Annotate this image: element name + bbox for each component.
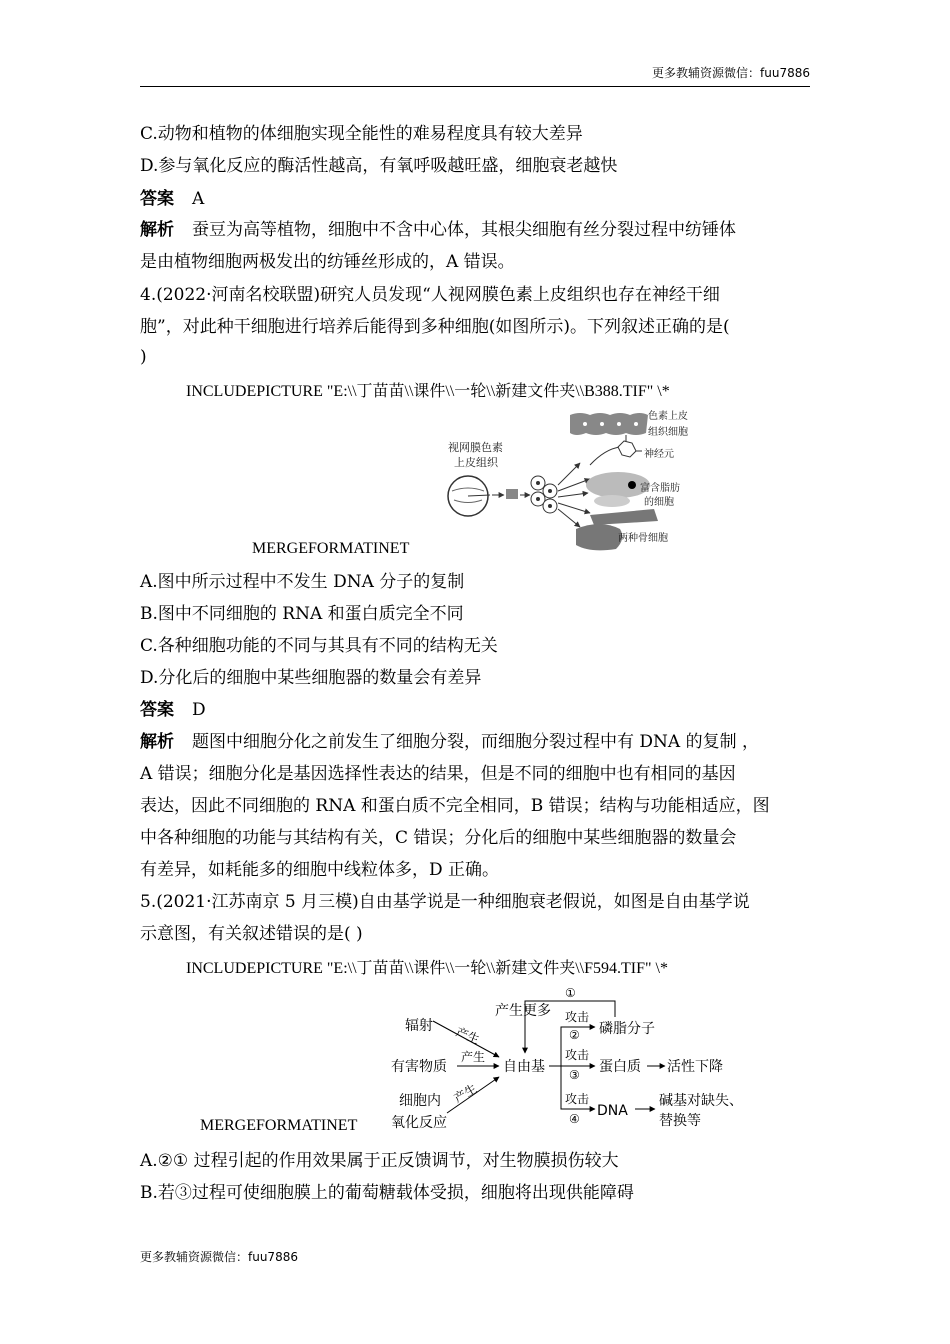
q4-option-d: D.分化后的细胞中某些细胞器的数量会有差异 [140, 668, 482, 688]
answer-label: 答案 [140, 700, 174, 720]
free-radical-theory-figure [385, 985, 765, 1135]
q4-analysis-5: 有差异，如耗能多的细胞中线粒体多，D 正确。 [140, 860, 500, 880]
q4-stem-2: 胞”，对此种干细胞进行培养后能得到多种细胞(如图所示)。下列叙述正确的是( [140, 317, 730, 337]
header-text: 更多教辅资源微信：fuu7886 [652, 66, 810, 80]
q4-option-b: B.图中不同细胞的 RNA 和蛋白质完全不同 [140, 604, 464, 624]
fig-label-neuron: 神经元 [644, 449, 674, 460]
analysis-text: 题图中细胞分化之前发生了细胞分裂，而细胞分裂过程中有 DNA 的复制 ， [192, 732, 759, 752]
tissue-block-icon [506, 489, 518, 499]
q4-option-c: C.各种细胞功能的不同与其具有不同的结构无关 [140, 636, 498, 656]
q4-answer [140, 699, 206, 721]
stem-cell-differentiation-figure [440, 405, 710, 555]
fig-phospholipid: 磷脂分子 [599, 1021, 655, 1037]
fig-n4: ④ [569, 1112, 580, 1126]
fig-base-1: 碱基对缺失、 [659, 1093, 743, 1109]
fig-dna: DNA [597, 1103, 628, 1119]
q3-analysis-1 [140, 219, 736, 241]
fig-produce-more: 产生更多 [495, 1003, 551, 1019]
q3-analysis-2: 是由植物细胞两极发出的纺锤丝形成的，A 错误。 [140, 252, 515, 272]
q3-option-d: D.参与氧化反应的酶活性越高，有氧呼吸越旺盛，细胞衰老越快 [140, 156, 618, 176]
answer-label: 答案 [140, 189, 174, 209]
muscle-fiber-icon [590, 509, 658, 525]
q4-analysis-3: 表达，因此不同细胞的 RNA 和蛋白质不完全相同，B 错误；结构与功能相适应，图 [140, 796, 770, 816]
fig-label-bone: 两种骨细胞 [618, 533, 668, 544]
fig-label-pigment-1: 色素上皮 [648, 411, 688, 422]
answer-value: A [192, 189, 205, 209]
fig-source-label-2: 上皮组织 [454, 456, 498, 469]
q4-stem-3: ) [140, 347, 147, 367]
q4-option-a: A.图中所示过程中不发生 DNA 分子的复制 [140, 572, 465, 592]
fig-base-2: 替换等 [659, 1113, 701, 1129]
fig-n2: ② [569, 1028, 580, 1042]
bone-cell-icon [576, 524, 622, 550]
q4-analysis-1 [140, 731, 759, 753]
fig-activity-down: 活性下降 [667, 1059, 723, 1075]
fig-produce-2: 产生 [461, 1050, 486, 1064]
q5-include-field: INCLUDEPICTURE "E:\\丁苗苗\\课件\\一轮\\新建文件夹\\F594.TIF" \* [186, 960, 668, 977]
fig-intracellular-2: 氧化反应 [391, 1115, 447, 1131]
fig-intracellular-1: 细胞内 [399, 1093, 441, 1109]
fig-radiation: 辐射 [405, 1018, 433, 1034]
fig-label-pigment-2: 组织细胞 [648, 427, 688, 438]
fig-protein: 蛋白质 [599, 1059, 641, 1075]
eye-icon [448, 476, 490, 516]
fig-produce-3: 产生 [451, 1081, 480, 1106]
fig-attack-3: 攻击 [565, 1092, 590, 1106]
q4-include-field: INCLUDEPICTURE "E:\\丁苗苗\\课件\\一轮\\新建文件夹\\B388.TIF" \* [186, 383, 670, 400]
fig-n3: ③ [569, 1068, 580, 1082]
analysis-label: 解析 [140, 220, 174, 240]
q4-analysis-4: 中各种细胞的功能与其结构有关，C 错误；分化后的细胞中某些细胞器的数量会 [140, 828, 737, 848]
q3-option-c: C.动物和植物的体细胞实现全能性的难易程度具有较大差异 [140, 124, 583, 144]
q5-stem-1: 5.(2021·江苏南京 5 月三模)自由基学说是一种细胞衰老假说，如图是自由基学说 [140, 892, 750, 912]
q4-stem-1: 4.(2022·河南名校联盟)研究人员发现“人视网膜色素上皮组织也存在神经干细 [140, 285, 720, 305]
q5-stem-2: 示意图，有关叙述错误的是( ) [140, 924, 363, 944]
fig-harmful: 有害物质 [391, 1059, 447, 1075]
q5-option-b: B.若③过程可使细胞膜上的葡萄糖载体受损，细胞将出现供能障碍 [140, 1183, 634, 1203]
answer-value: D [192, 700, 206, 720]
q4-merge-field: MERGEFORMATINET [252, 540, 410, 557]
fig-label-fat-1: 富含脂肪 [640, 483, 680, 494]
fig-source-label-1: 视网膜色素 [448, 441, 503, 454]
fig-produce-1: 产生 [453, 1024, 482, 1047]
header-rule [140, 86, 810, 87]
analysis-label: 解析 [140, 732, 174, 752]
q5-merge-field: MERGEFORMATINET [200, 1117, 358, 1134]
q3-answer [140, 188, 204, 210]
q5-option-a: A.②① 过程引起的作用效果属于正反馈调节，对生物膜损伤较大 [140, 1151, 619, 1171]
dividing-cells-icon [531, 476, 557, 513]
fig-n1: ① [565, 986, 576, 1000]
q4-analysis-2: A 错误；细胞分化是基因选择性表达的结果，但是不同的细胞中也有相同的基因 [140, 764, 736, 784]
analysis-text: 蚕豆为高等植物，细胞中不含中心体，其根尖细胞有丝分裂过程中纺锤体 [192, 220, 736, 240]
fig-free-radical: 自由基 [503, 1059, 545, 1075]
fig-label-fat-2: 的细胞 [644, 497, 674, 508]
fig-attack-2: 攻击 [565, 1048, 590, 1062]
footer-text: 更多教辅资源微信：fuu7886 [140, 1250, 298, 1264]
fig-attack-1: 攻击 [565, 1010, 590, 1024]
neuron-icon [590, 435, 642, 465]
